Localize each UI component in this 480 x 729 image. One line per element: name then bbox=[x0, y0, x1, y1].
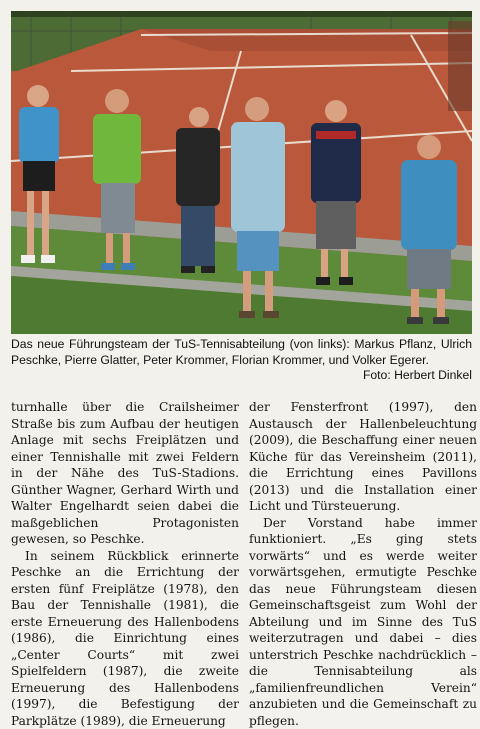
article-column-left bbox=[11, 399, 239, 729]
article-paragraph: der Fensterfront (1997), den Austausch der Hallenbeleuchtung (2009), die Beschaffung einer neuen Küche für das Vereinsheim (2011), die Errichtung eines Pavillons (2013) und die Installation einer Licht und Türsteuerung. bbox=[249, 399, 477, 515]
team-photo-illustration bbox=[11, 11, 472, 334]
article-paragraph: turnhalle über die Crailsheimer Straße bis zum Aufbau der heutigen Anlage mit sechs Freiplätzen und einer Tennishalle mit zwei Feldern in der Nähe des TuS-Stadions. Günther Wagner, Gerhard Wirth und Walter Engelhardt seien dabei die maßgeblichen Protagonisten gewesen, so Peschke. bbox=[11, 399, 239, 548]
caption-text: Das neue Führungsteam der TuS-Tennisabteilung (von links): Markus Pflanz, Ulrich Peschke, Pierre Glatter, Peter Krommer, Florian Krommer, und Volker Egerer. bbox=[11, 337, 472, 367]
article-paragraph: Der Vorstand habe immer funktioniert. „Es ging stets vorwärts“ und es werde weiter vorwärtsgehen, ermutigte Peschke das neue Führungsteam diesen Gemeinschaftsgeist zum Wohl der Abteilung und im Sinne des TuS weiterzutragen und dabei – dies unterstrich Peschke nachdrücklich – die Tennisabteilung als „familienfreundlichen Verein“ anzubieten und die Gemeinschaft zu pflegen. bbox=[249, 515, 477, 729]
photo-caption bbox=[11, 337, 472, 384]
photo-credit: Foto: Herbert Dinkel bbox=[363, 368, 472, 384]
person-3 bbox=[176, 107, 220, 273]
article-paragraph: In seinem Rückblick erinnerte Peschke an die Errichtung der ersten fünf Freiplätze (1978), den Bau der Tennishalle (1981), die erste Erneuerung des Hallenbodens (1986), die Einrichtung eines „Center Courts“ mit zwei Spielfeldern (1987), die zweite Erneuerung des Hallenbodens (1997), die Befestigung der Parkplätze (1989), die Erneuerung bbox=[11, 548, 239, 729]
team-photo bbox=[11, 11, 472, 334]
article-column-right bbox=[249, 399, 477, 729]
